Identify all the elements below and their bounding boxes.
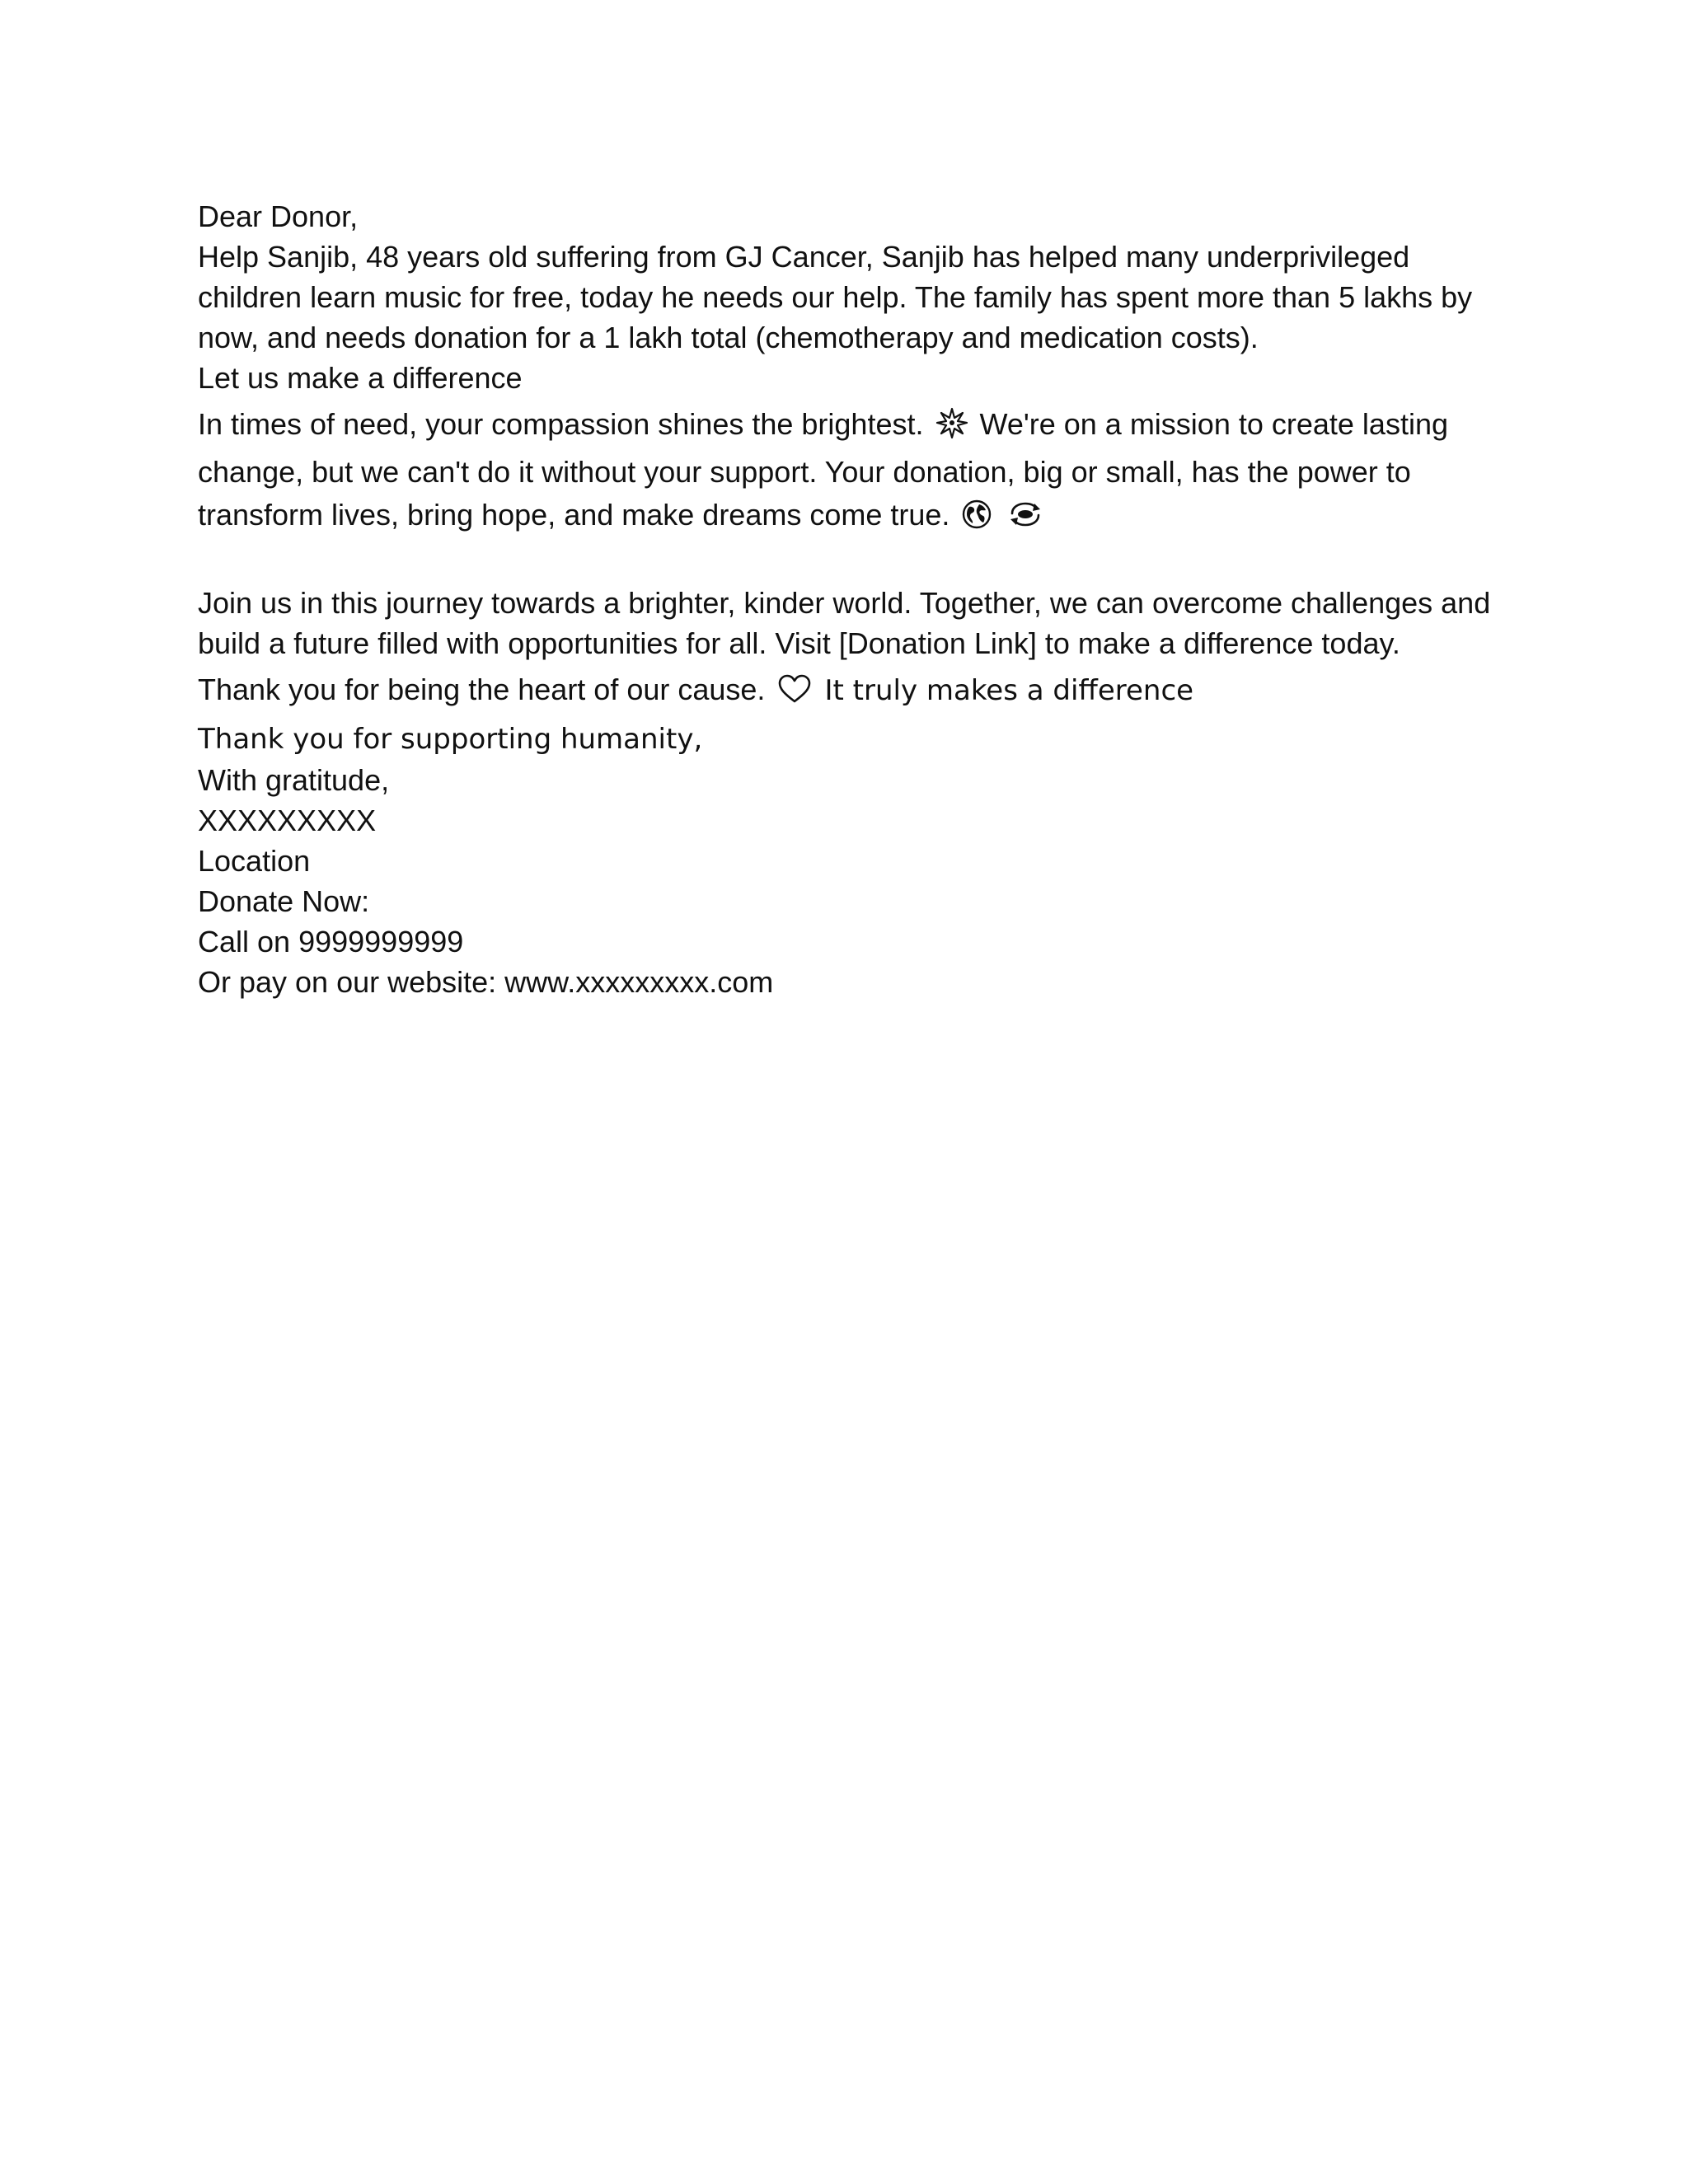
thanks-text-a: Thank you for being the heart of our cause. bbox=[198, 673, 766, 706]
closing: With gratitude, bbox=[198, 763, 390, 797]
website-line: Or pay on our website: www.xxxxxxxxx.com bbox=[198, 965, 774, 999]
heart-icon bbox=[776, 673, 813, 716]
sparkle-icon bbox=[935, 406, 968, 451]
appeal-paragraph: Help Sanjib, 48 years old suffering from GJ Cancer, Sanjib has helped many underprivileged children learn music for free, today he needs our help. The family has spent more than 5 lakhs by now, and needs donation for a 1 lakh total (chemotherapy and medication costs). bbox=[198, 240, 1473, 354]
compassion-text-a: In times of need, your compassion shines the brightest. bbox=[198, 407, 924, 441]
tagline: Let us make a difference bbox=[198, 361, 523, 395]
globe-icon bbox=[961, 499, 992, 541]
call-number: Call on 9999999999 bbox=[198, 925, 464, 958]
thanks-line bbox=[198, 668, 1500, 716]
location: Location bbox=[198, 844, 311, 878]
letter-body bbox=[198, 196, 1500, 1002]
signature: XXXXXXXXX bbox=[198, 804, 377, 837]
compassion-text-b: We're on a mission to create lasting change, but we can't do it without your support. Your donation, big or small, has the power to transform lives, bring hope, and make dreams come true. bbox=[198, 407, 1448, 532]
cycle-arrows-icon bbox=[1007, 499, 1043, 541]
thanks-humanity: Thank you for supporting humanity, bbox=[198, 723, 703, 756]
compassion-paragraph bbox=[198, 403, 1500, 541]
journey-paragraph: Join us in this journey towards a brighter, kinder world. Together, we can overcome challenges and build a future filled with opportunities for all. Visit [Donation Link] to make a difference today. bbox=[198, 586, 1491, 660]
salutation: Dear Donor, bbox=[198, 199, 359, 233]
donate-heading: Donate Now: bbox=[198, 884, 370, 918]
thanks-text-b: It truly makes a difference bbox=[824, 674, 1194, 707]
